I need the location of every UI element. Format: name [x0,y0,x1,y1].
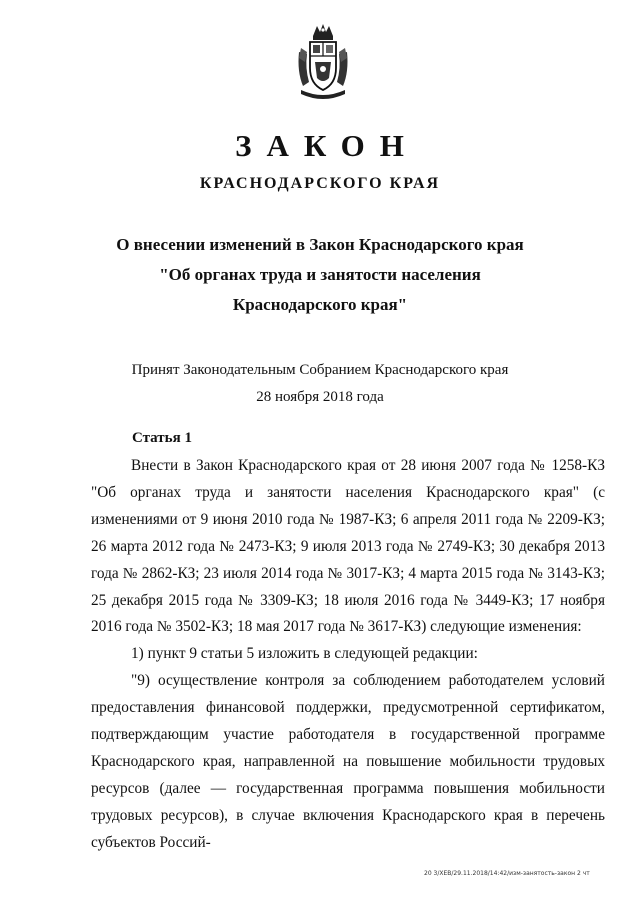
adoption-date: 28 ноября 2018 года [256,389,384,405]
law-heading [0,230,640,320]
article-paragraph: 1) пункт 9 статьи 5 изложить в следующей редакции: [131,645,478,663]
article-body [91,453,605,857]
law-region: КРАСНОДАРСКОГО КРАЯ [199,175,441,192]
law-title: ЗАКОН [235,128,419,163]
adoption-line-1: Принят Законодательным Собранием Краснодарского края [131,362,509,378]
coat-of-arms-icon [293,22,353,104]
heading-line-1: О внесении изменений в Закон Краснодарского края [116,235,524,254]
adoption-note [0,357,640,411]
document-footer-code: 20 3/ХЕВ/29.11.2018/14:42/изм-занятость-закон 2 чт [424,870,590,877]
article-paragraph: "9) осуществление контроля за соблюдением работодателем условий предоставления финансовой поддержки, предусмотренной сертификатом, подтверждающим участие работодателя в государственной программе Краснодарского края, направленной на повышение мобильности трудовых ресурсов (далее — государственная программа повышения мобильности трудовых ресурсов), в случае включения Краснодарского края в перечень субъектов Россий- [91,672,605,851]
heading-line-2: "Об органах труда и занятости населения [159,265,481,284]
article-title: Статья 1 [132,430,192,446]
heading-line-3: Краснодарского края" [232,295,408,314]
article-paragraph: Внести в Закон Краснодарского края от 28 июня 2007 года № 1258-КЗ "Об органах труда и занятости населения Краснодарского края" (с изменениями от 9 июня 2010 года № 1987-КЗ; 6 апреля 2011 года № 2209-КЗ; 26 марта 2012 года № 2473-КЗ; 9 июля 2013 года № 2749-КЗ; 30 декабря 2013 года № 2862-КЗ; 23 июля 2014 года № 3017-КЗ; 4 марта 2015 года № 3143-КЗ; 25 декабря 2015 года № 3309-КЗ; 18 июля 2016 года № 3449-КЗ; 17 ноября 2016 года № 3502-КЗ; 18 мая 2017 года № 3617-КЗ) следующие изменения: [91,457,605,636]
